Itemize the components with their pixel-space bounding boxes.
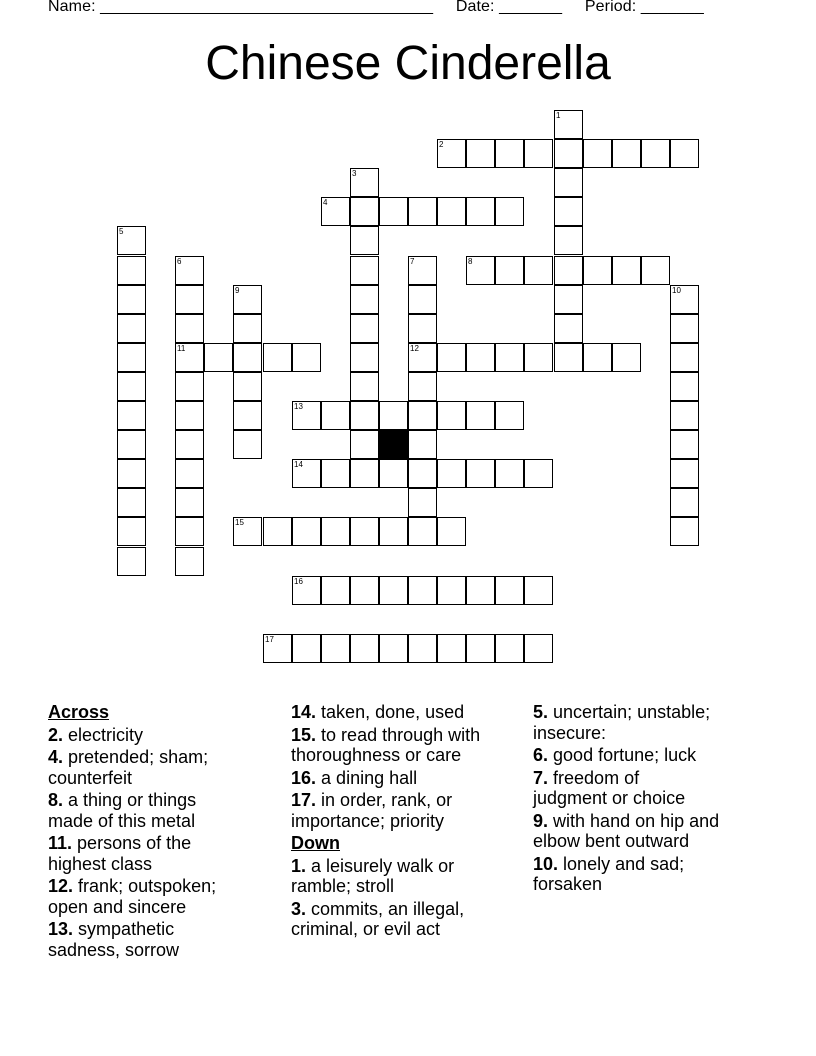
grid-cell[interactable]: [408, 285, 437, 314]
grid-cell[interactable]: [175, 372, 204, 401]
grid-cell[interactable]: [350, 430, 379, 459]
clue-across-8: 8. a thing or things made of this metal: [48, 790, 197, 831]
grid-cell[interactable]: [554, 256, 583, 285]
grid-cell[interactable]: [263, 343, 292, 372]
grid-cell[interactable]: [408, 343, 437, 372]
grid-cell[interactable]: [117, 343, 146, 372]
clue-number: 10: [672, 286, 681, 295]
grid-cell[interactable]: [408, 256, 437, 285]
clue-down-9: 9. with hand on hip and elbow bent outward: [533, 810, 720, 851]
clue-number: 11: [177, 344, 186, 353]
grid-cell[interactable]: [524, 343, 553, 372]
clue-down-6: 6. good fortune; luck: [533, 745, 697, 765]
grid-cell[interactable]: [408, 430, 437, 459]
clue-number: 15: [235, 518, 244, 527]
clue-number: 13: [294, 402, 303, 411]
grid-cell[interactable]: [117, 314, 146, 343]
grid-cell[interactable]: [292, 576, 321, 605]
grid-cell[interactable]: [117, 547, 146, 576]
grid-cell[interactable]: [583, 139, 612, 168]
grid-cell[interactable]: [554, 314, 583, 343]
grid-cell[interactable]: [321, 517, 350, 546]
grid-cell[interactable]: [670, 459, 699, 488]
grid-cell[interactable]: [175, 430, 204, 459]
clue-across-11: 11. persons of the highest class: [48, 833, 192, 874]
grid-cell[interactable]: [350, 517, 379, 546]
grid-cell[interactable]: [408, 576, 437, 605]
grid-cell[interactable]: [292, 401, 321, 430]
clue-number: 14: [294, 460, 303, 469]
grid-cell[interactable]: [233, 401, 262, 430]
grid-cell[interactable]: [175, 547, 204, 576]
name-label: Name:: [48, 0, 101, 15]
grid-cell[interactable]: [641, 256, 670, 285]
grid-cell[interactable]: [554, 226, 583, 255]
grid-cell[interactable]: [670, 517, 699, 546]
across-heading: Across: [48, 702, 110, 722]
grid-cell[interactable]: [466, 634, 495, 663]
grid-cell[interactable]: [495, 634, 524, 663]
grid-cell[interactable]: [321, 459, 350, 488]
clues-column-1: [48, 702, 278, 962]
clue-number: 1: [556, 111, 561, 120]
grid-cell[interactable]: [408, 401, 437, 430]
grid-cell[interactable]: [583, 343, 612, 372]
grid-cell[interactable]: [495, 256, 524, 285]
clue-number: 7: [410, 257, 415, 266]
grid-cell[interactable]: [379, 634, 408, 663]
grid-cell[interactable]: [350, 459, 379, 488]
clue-down-1: 1. a leisurely walk or ramble; stroll: [291, 855, 455, 896]
clue-number: 4: [323, 198, 328, 207]
grid-cell[interactable]: [437, 197, 466, 226]
down-heading: Down: [291, 833, 340, 853]
grid-cell[interactable]: [408, 314, 437, 343]
grid-cell[interactable]: [524, 139, 553, 168]
grid-cell[interactable]: [554, 197, 583, 226]
clues-column-2: [291, 702, 521, 942]
clue-across-12: 12. frank; outspoken; open and sincere: [48, 876, 217, 917]
grid-cell[interactable]: [554, 168, 583, 197]
grid-cell[interactable]: [466, 197, 495, 226]
grid-cell[interactable]: [524, 459, 553, 488]
grid-cell[interactable]: [292, 634, 321, 663]
grid-cell[interactable]: [670, 430, 699, 459]
grid-cell[interactable]: [175, 343, 204, 372]
grid-cell[interactable]: [175, 285, 204, 314]
grid-cell[interactable]: [350, 314, 379, 343]
grid-cell[interactable]: [350, 256, 379, 285]
clue-number: 17: [265, 635, 274, 644]
grid-cell[interactable]: [263, 634, 292, 663]
grid-cell[interactable]: [554, 285, 583, 314]
grid-cell[interactable]: [204, 343, 233, 372]
clue-across-16: 16. a dining hall: [291, 767, 418, 788]
clue-down-5: 5. uncertain; unstable; insecure:: [533, 702, 711, 743]
grid-cell[interactable]: [408, 372, 437, 401]
grid-cell[interactable]: [350, 197, 379, 226]
period-label: Period:: [584, 0, 641, 15]
grid-cell[interactable]: [350, 634, 379, 663]
name-blank[interactable]: _____________________________________: [100, 0, 434, 15]
grid-cell[interactable]: [466, 459, 495, 488]
grid-cell[interactable]: [670, 488, 699, 517]
grid-cell[interactable]: [321, 576, 350, 605]
grid-cell[interactable]: [437, 517, 466, 546]
grid-cell[interactable]: [379, 576, 408, 605]
clue-number: 8: [468, 257, 473, 266]
grid-cell[interactable]: [379, 517, 408, 546]
grid-cell[interactable]: [379, 459, 408, 488]
grid-cell[interactable]: [495, 197, 524, 226]
grid-cell[interactable]: [408, 488, 437, 517]
grid-cell[interactable]: [466, 343, 495, 372]
grid-cell[interactable]: [437, 459, 466, 488]
grid-cell[interactable]: [641, 139, 670, 168]
date-blank[interactable]: _______: [499, 0, 563, 15]
grid-cell[interactable]: [117, 430, 146, 459]
grid-cell[interactable]: [612, 139, 641, 168]
grid-cell[interactable]: [117, 372, 146, 401]
grid-cell[interactable]: [350, 372, 379, 401]
clue-across-4: 4. pretended; sham; counterfeit: [48, 747, 209, 788]
grid-cell[interactable]: [350, 401, 379, 430]
grid-cell[interactable]: [524, 256, 553, 285]
grid-cell[interactable]: [117, 517, 146, 546]
grid-cell[interactable]: [263, 517, 292, 546]
grid-cell[interactable]: [408, 459, 437, 488]
grid-cell[interactable]: [350, 168, 379, 197]
clue-number: 9: [235, 286, 240, 295]
clue-number: 2: [439, 140, 444, 149]
clue-across-2: 2. electricity: [48, 724, 144, 745]
grid-cell[interactable]: [117, 459, 146, 488]
grid-cell[interactable]: [466, 576, 495, 605]
grid-cell[interactable]: [175, 459, 204, 488]
grid-cell[interactable]: [554, 343, 583, 372]
clue-number: 6: [177, 257, 182, 266]
grid-cell[interactable]: [612, 343, 641, 372]
grid-cell[interactable]: [495, 343, 524, 372]
grid-cell[interactable]: [117, 401, 146, 430]
grid-cell[interactable]: [437, 634, 466, 663]
grid-cell[interactable]: [175, 517, 204, 546]
clue-down-3: 3. commits, an illegal, criminal, or evil act: [291, 898, 465, 939]
grid-cell[interactable]: [117, 256, 146, 285]
grid-cell[interactable]: [466, 139, 495, 168]
grid-cell[interactable]: [437, 139, 466, 168]
grid-cell[interactable]: [175, 488, 204, 517]
grid-cell[interactable]: [437, 343, 466, 372]
grid-cell[interactable]: [583, 256, 612, 285]
grid-cell[interactable]: [670, 401, 699, 430]
grid-cell[interactable]: [554, 110, 583, 139]
period-blank[interactable]: _______: [640, 0, 704, 15]
grid-cell[interactable]: [670, 139, 699, 168]
grid-cell[interactable]: [670, 314, 699, 343]
grid-cell[interactable]: [117, 285, 146, 314]
grid-cell[interactable]: [495, 139, 524, 168]
clues-column-3: [533, 702, 773, 897]
grid-cell[interactable]: [495, 401, 524, 430]
clue-across-14: 14. taken, done, used: [291, 702, 465, 722]
grid-cell[interactable]: [321, 197, 350, 226]
clue-across-13: 13. sympathetic sadness, sorrow: [48, 919, 180, 960]
page-title: Chinese Cinderella: [205, 37, 611, 90]
grid-cell[interactable]: [612, 256, 641, 285]
grid-cell[interactable]: [233, 343, 262, 372]
grid-cell[interactable]: [321, 634, 350, 663]
grid-cell[interactable]: [408, 197, 437, 226]
grid-cell[interactable]: [379, 197, 408, 226]
grid-cell[interactable]: [233, 372, 262, 401]
grid-cell[interactable]: [117, 226, 146, 255]
grid-cell[interactable]: [292, 343, 321, 372]
grid-cell[interactable]: [233, 517, 262, 546]
grid-cell[interactable]: [233, 430, 262, 459]
date-label: Date:: [455, 0, 500, 15]
clue-number: 5: [119, 227, 124, 236]
grid-cell[interactable]: [408, 517, 437, 546]
grid-cell[interactable]: [175, 314, 204, 343]
grid-cell[interactable]: [292, 459, 321, 488]
clue-number: 12: [410, 344, 419, 353]
grid-cell[interactable]: [524, 634, 553, 663]
grid-cell[interactable]: [350, 226, 379, 255]
grid-cell[interactable]: [175, 401, 204, 430]
grid-cell[interactable]: [350, 285, 379, 314]
clue-down-10: 10. lonely and sad; forsaken: [533, 853, 685, 894]
grid-cell[interactable]: [437, 401, 466, 430]
grid-cell[interactable]: [495, 576, 524, 605]
grid-cell[interactable]: [408, 634, 437, 663]
clue-across-15: 15. to read through with thoroughness or care: [291, 724, 481, 765]
grid-cell[interactable]: [175, 256, 204, 285]
grid-cell[interactable]: [670, 343, 699, 372]
black-cell: [379, 430, 408, 459]
grid-cell[interactable]: [466, 256, 495, 285]
clue-down-7: 7. freedom of judgment or choice: [533, 767, 686, 808]
grid-cell[interactable]: [466, 401, 495, 430]
grid-cell[interactable]: [554, 139, 583, 168]
grid-cell[interactable]: [350, 343, 379, 372]
grid-cell[interactable]: [437, 576, 466, 605]
grid-cell[interactable]: [350, 576, 379, 605]
grid-cell[interactable]: [233, 285, 262, 314]
grid-cell[interactable]: [233, 314, 262, 343]
grid-cell[interactable]: [117, 488, 146, 517]
grid-cell[interactable]: [524, 576, 553, 605]
grid-cell[interactable]: [670, 372, 699, 401]
grid-cell[interactable]: [379, 401, 408, 430]
clue-across-17: 17. in order, rank, or importance; priority: [291, 790, 453, 831]
grid-cell[interactable]: [292, 517, 321, 546]
grid-cell[interactable]: [495, 459, 524, 488]
grid-cell[interactable]: [670, 285, 699, 314]
clue-number: 3: [352, 169, 357, 178]
grid-cell[interactable]: [321, 401, 350, 430]
clue-number: 16: [294, 577, 303, 586]
